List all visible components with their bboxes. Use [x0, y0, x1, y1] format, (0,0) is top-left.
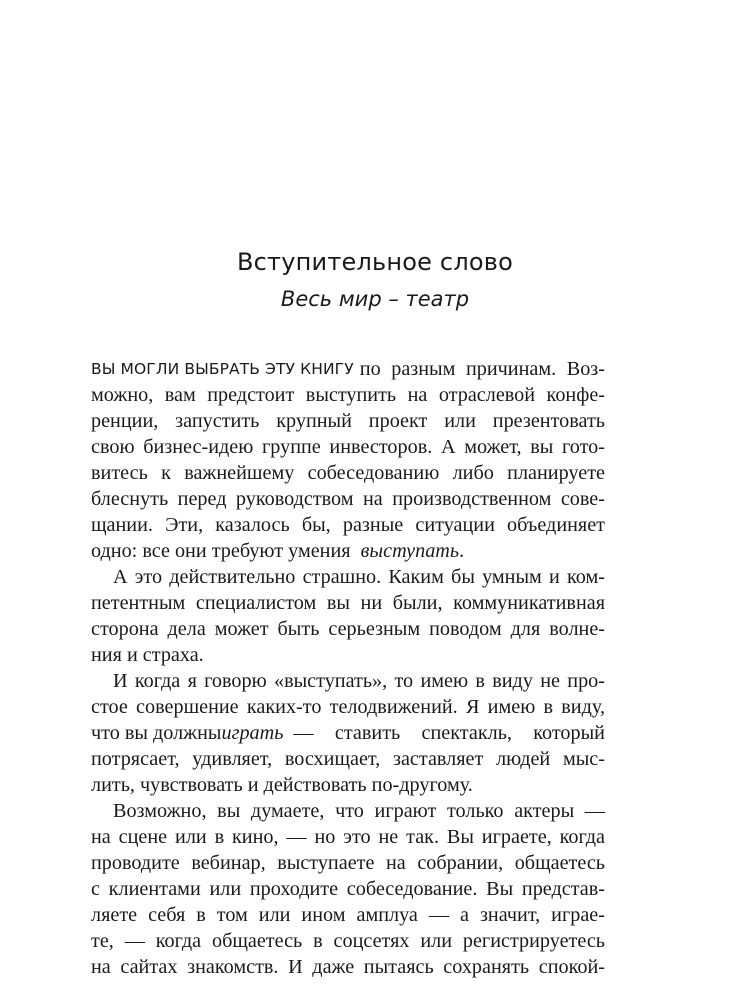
text-line: [91, 356, 605, 382]
text-line-segment: ляете себя в том или ином амплуа — а значит, играе-: [91, 904, 605, 926]
text-line: [91, 486, 605, 512]
text-line-segment: стое совершение каких-то телодвижений. Я имею в виду,: [91, 696, 605, 718]
text-line: [91, 928, 605, 954]
paragraph: [91, 668, 605, 798]
text-line-segment: ренции, запустить крупный проект или презентовать: [91, 410, 605, 432]
text-line-segment: сторона дела может быть серьезным поводом для волне-: [91, 618, 605, 640]
chapter-title: Вступительное слово: [237, 248, 513, 276]
text-line: [91, 434, 605, 460]
paragraph: [91, 356, 605, 564]
emphasis-text: играть: [221, 722, 284, 744]
text-line: [91, 668, 605, 694]
text-line: [91, 590, 605, 616]
text-line: [91, 902, 605, 928]
text-line-segment: .: [459, 540, 465, 562]
text-line-segment: лить, чувствовать и действовать по-другому.: [91, 774, 473, 796]
paragraph: [91, 798, 605, 980]
text-line-segment: на сцене или в кино, — но это не так. Вы играете, когда: [91, 826, 605, 848]
text-line-segment: свою бизнес-идею группе инвесторов. А может, вы гото-: [91, 436, 605, 458]
text-line-segment: Возможно, вы думаете, что играют только актеры —: [113, 800, 605, 822]
text-line: [91, 694, 605, 720]
text-line: [91, 954, 605, 980]
text-line-segment: проводите вебинар, выступаете на собрании, общаетесь: [91, 852, 605, 874]
text-line-segment: на сайтах знакомств. И даже пытаясь сохранять спокой-: [91, 956, 605, 978]
text-line: [91, 798, 605, 824]
text-line-segment: петентным специалистом вы ни были, коммуникативная: [91, 592, 605, 614]
text-line-segment: щании. Эти, казалось бы, разные ситуации объединяет: [91, 514, 605, 536]
text-line: [91, 460, 605, 486]
text-line-segment: И когда я говорю «выступать», то имею в виду не про-: [113, 670, 605, 692]
text-line: [91, 408, 605, 434]
text-line: [91, 564, 605, 590]
text-line-segment: что вы должны: [91, 722, 222, 744]
text-line: [91, 512, 605, 538]
text-line: [91, 382, 605, 408]
text-line: [91, 876, 605, 902]
text-line-segment: по разным причинам. Воз-: [359, 358, 605, 380]
text-line: [91, 824, 605, 850]
text-line: [91, 616, 605, 642]
text-line-segment: одно: все они требуют умения: [91, 540, 351, 562]
text-line: [91, 746, 605, 772]
text-line-segment: ния и страха.: [91, 644, 204, 666]
paragraph: [91, 564, 605, 668]
text-line: [91, 720, 605, 746]
text-line-segment: — ставить спектакль, который: [293, 722, 605, 744]
text-line-segment: с клиентами или проходите собеседование. Вы представ-: [91, 878, 605, 900]
text-line-segment: блеснуть перед руководством на производственном сове-: [91, 488, 605, 510]
text-line: [91, 850, 605, 876]
body-text: [91, 356, 605, 980]
emphasis-text: выступать: [360, 540, 460, 562]
text-line-segment: А это действительно страшно. Каким бы умным и ком-: [113, 566, 605, 588]
text-line-segment: витесь к важнейшему собеседованию либо планируете: [91, 462, 605, 484]
text-line-segment: те, — когда общаетесь в соцсетях или регистрируетесь: [91, 930, 605, 952]
text-line-segment: потрясает, удивляет, восхищает, заставляет людей мыс-: [91, 748, 605, 770]
lead-in-caps: ВЫ МОГЛИ ВЫБРАТЬ ЭТУ КНИГУ: [91, 360, 354, 378]
chapter-subtitle: Весь мир – театр: [280, 287, 470, 311]
text-line: [91, 772, 605, 798]
text-line: [91, 538, 605, 564]
text-line: [91, 642, 605, 668]
text-line-segment: можно, вам предстоит выступить на отраслевой конфе-: [91, 384, 605, 406]
